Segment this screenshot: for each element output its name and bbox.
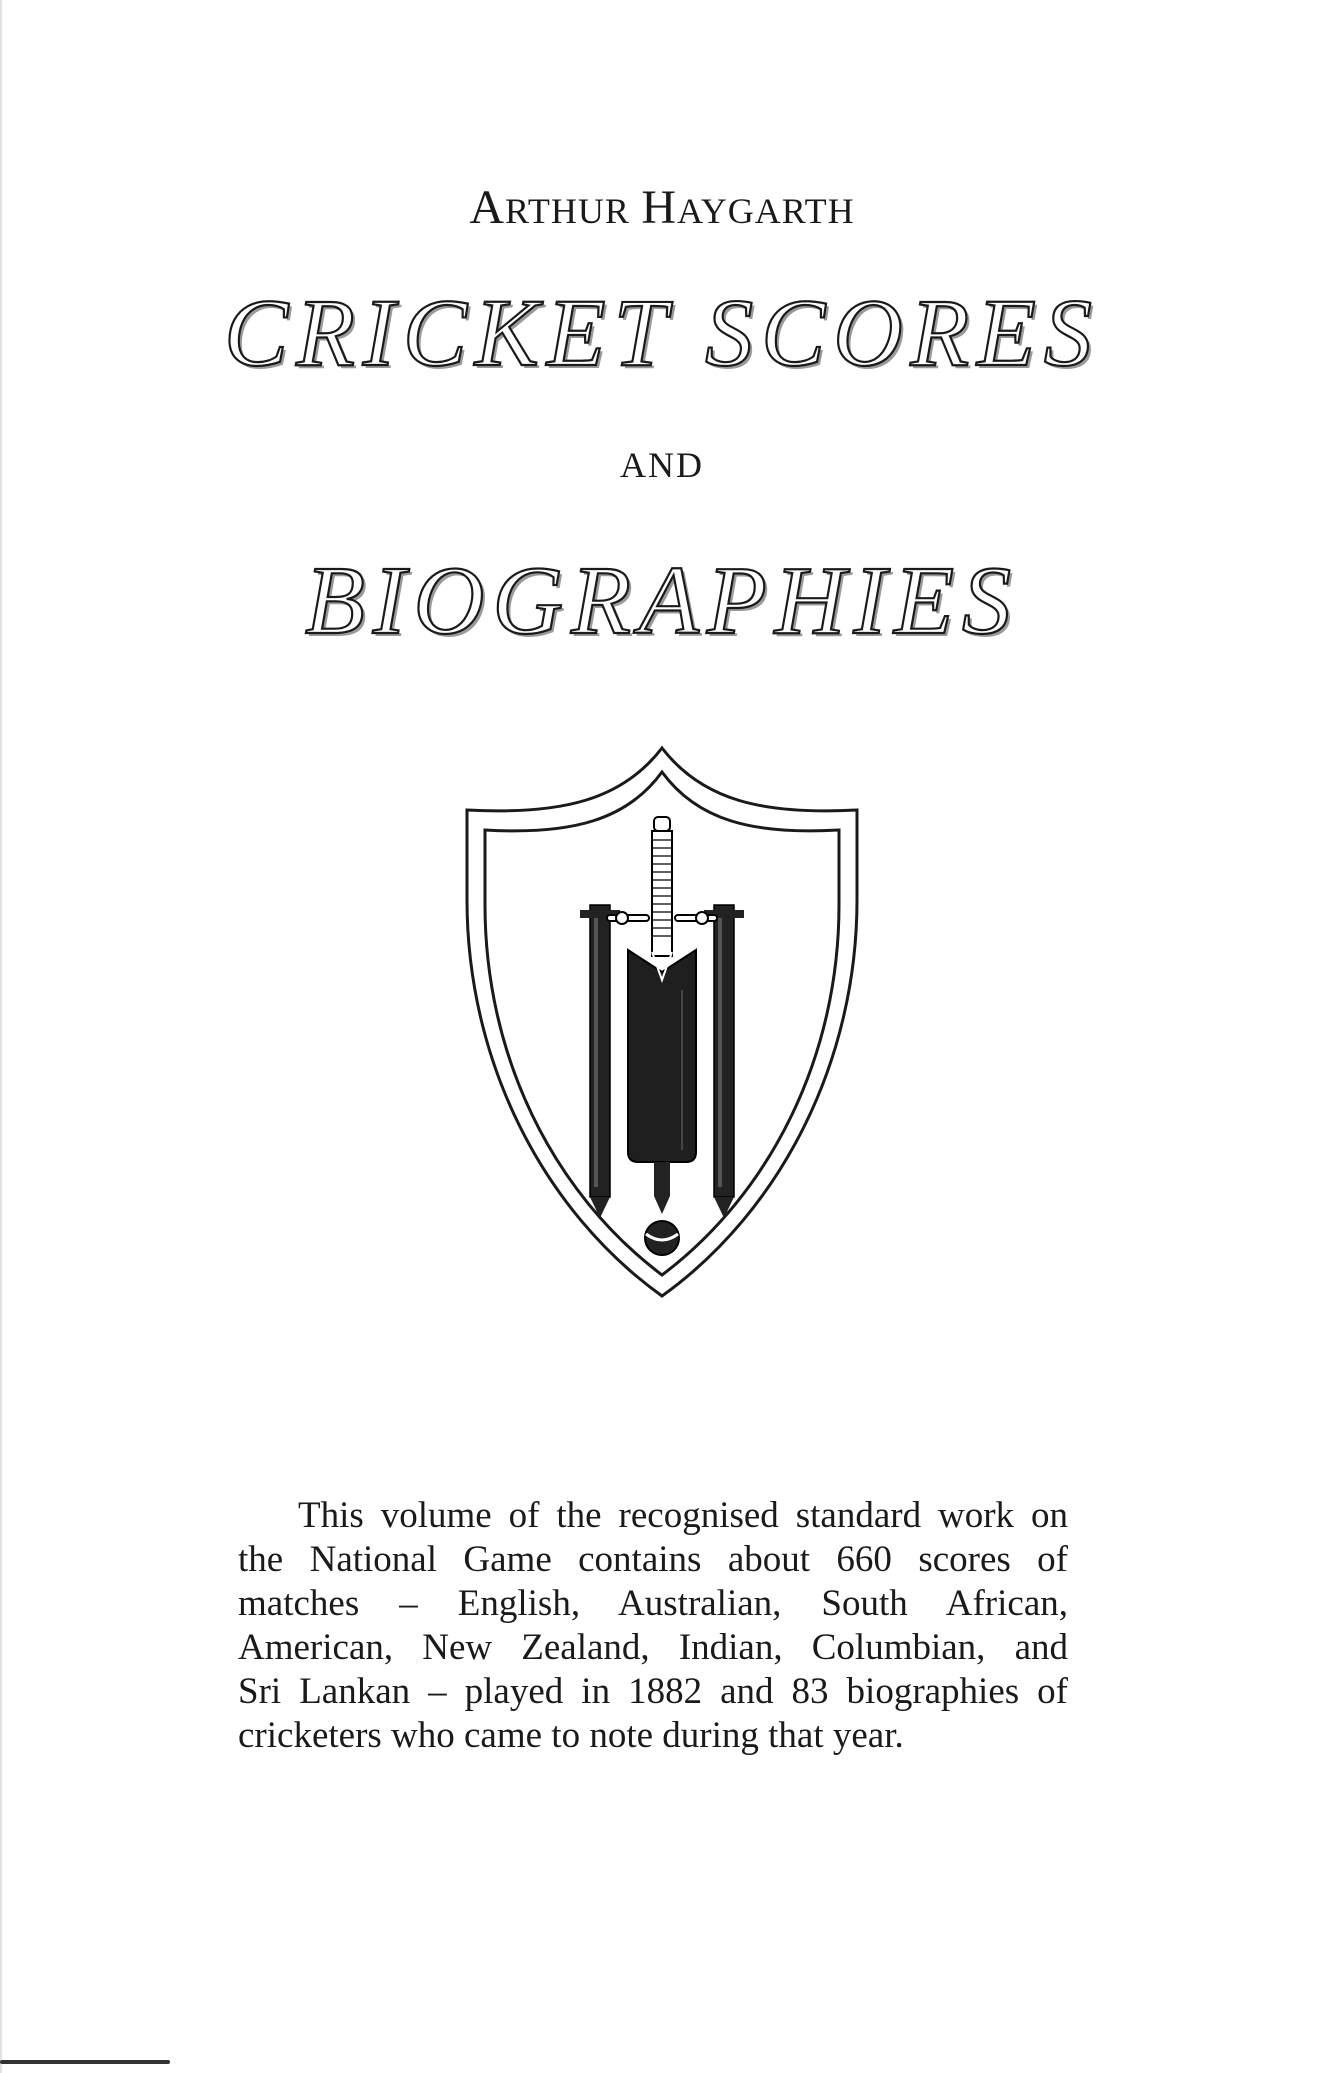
author-first-initial: A bbox=[469, 181, 506, 234]
cover-description bbox=[238, 1494, 1068, 1758]
description-line: American, New Zealand, Indian, Columbian, and bbox=[238, 1627, 1068, 1668]
title-conjunction: AND bbox=[620, 445, 704, 485]
left-stump-icon bbox=[580, 905, 620, 1218]
description-line: This volume of the recognised standard work on bbox=[298, 1495, 1068, 1536]
right-stump-icon bbox=[704, 905, 744, 1218]
page-bottom-shadow bbox=[0, 2060, 170, 2064]
description-line: Sri Lankan – played in 1882 and 83 biographies of bbox=[238, 1671, 1068, 1712]
cricket-ball-icon bbox=[645, 1221, 679, 1255]
middle-stump-icon bbox=[654, 1162, 670, 1214]
description-line: the National Game contains about 660 scores of bbox=[238, 1539, 1068, 1580]
title-biographies: BIOGRAPHIES bbox=[305, 547, 1019, 655]
author-last-initial: H bbox=[641, 181, 678, 234]
description-line: cricketers who came to note during that year. bbox=[238, 1715, 904, 1756]
description-line: matches – English, Australian, South African, bbox=[238, 1583, 1068, 1624]
author-name bbox=[0, 183, 1324, 236]
author-first-rest: RTHUR bbox=[505, 191, 630, 231]
bat-handle-icon bbox=[652, 817, 672, 956]
author-last-rest: AYGARTH bbox=[677, 191, 855, 231]
shield-with-cricket-bat-wickets-and-ball-icon bbox=[452, 740, 872, 1302]
title-cricket-scores: CRICKET SCORES bbox=[224, 279, 1100, 386]
bat-blade-icon bbox=[628, 950, 696, 1162]
